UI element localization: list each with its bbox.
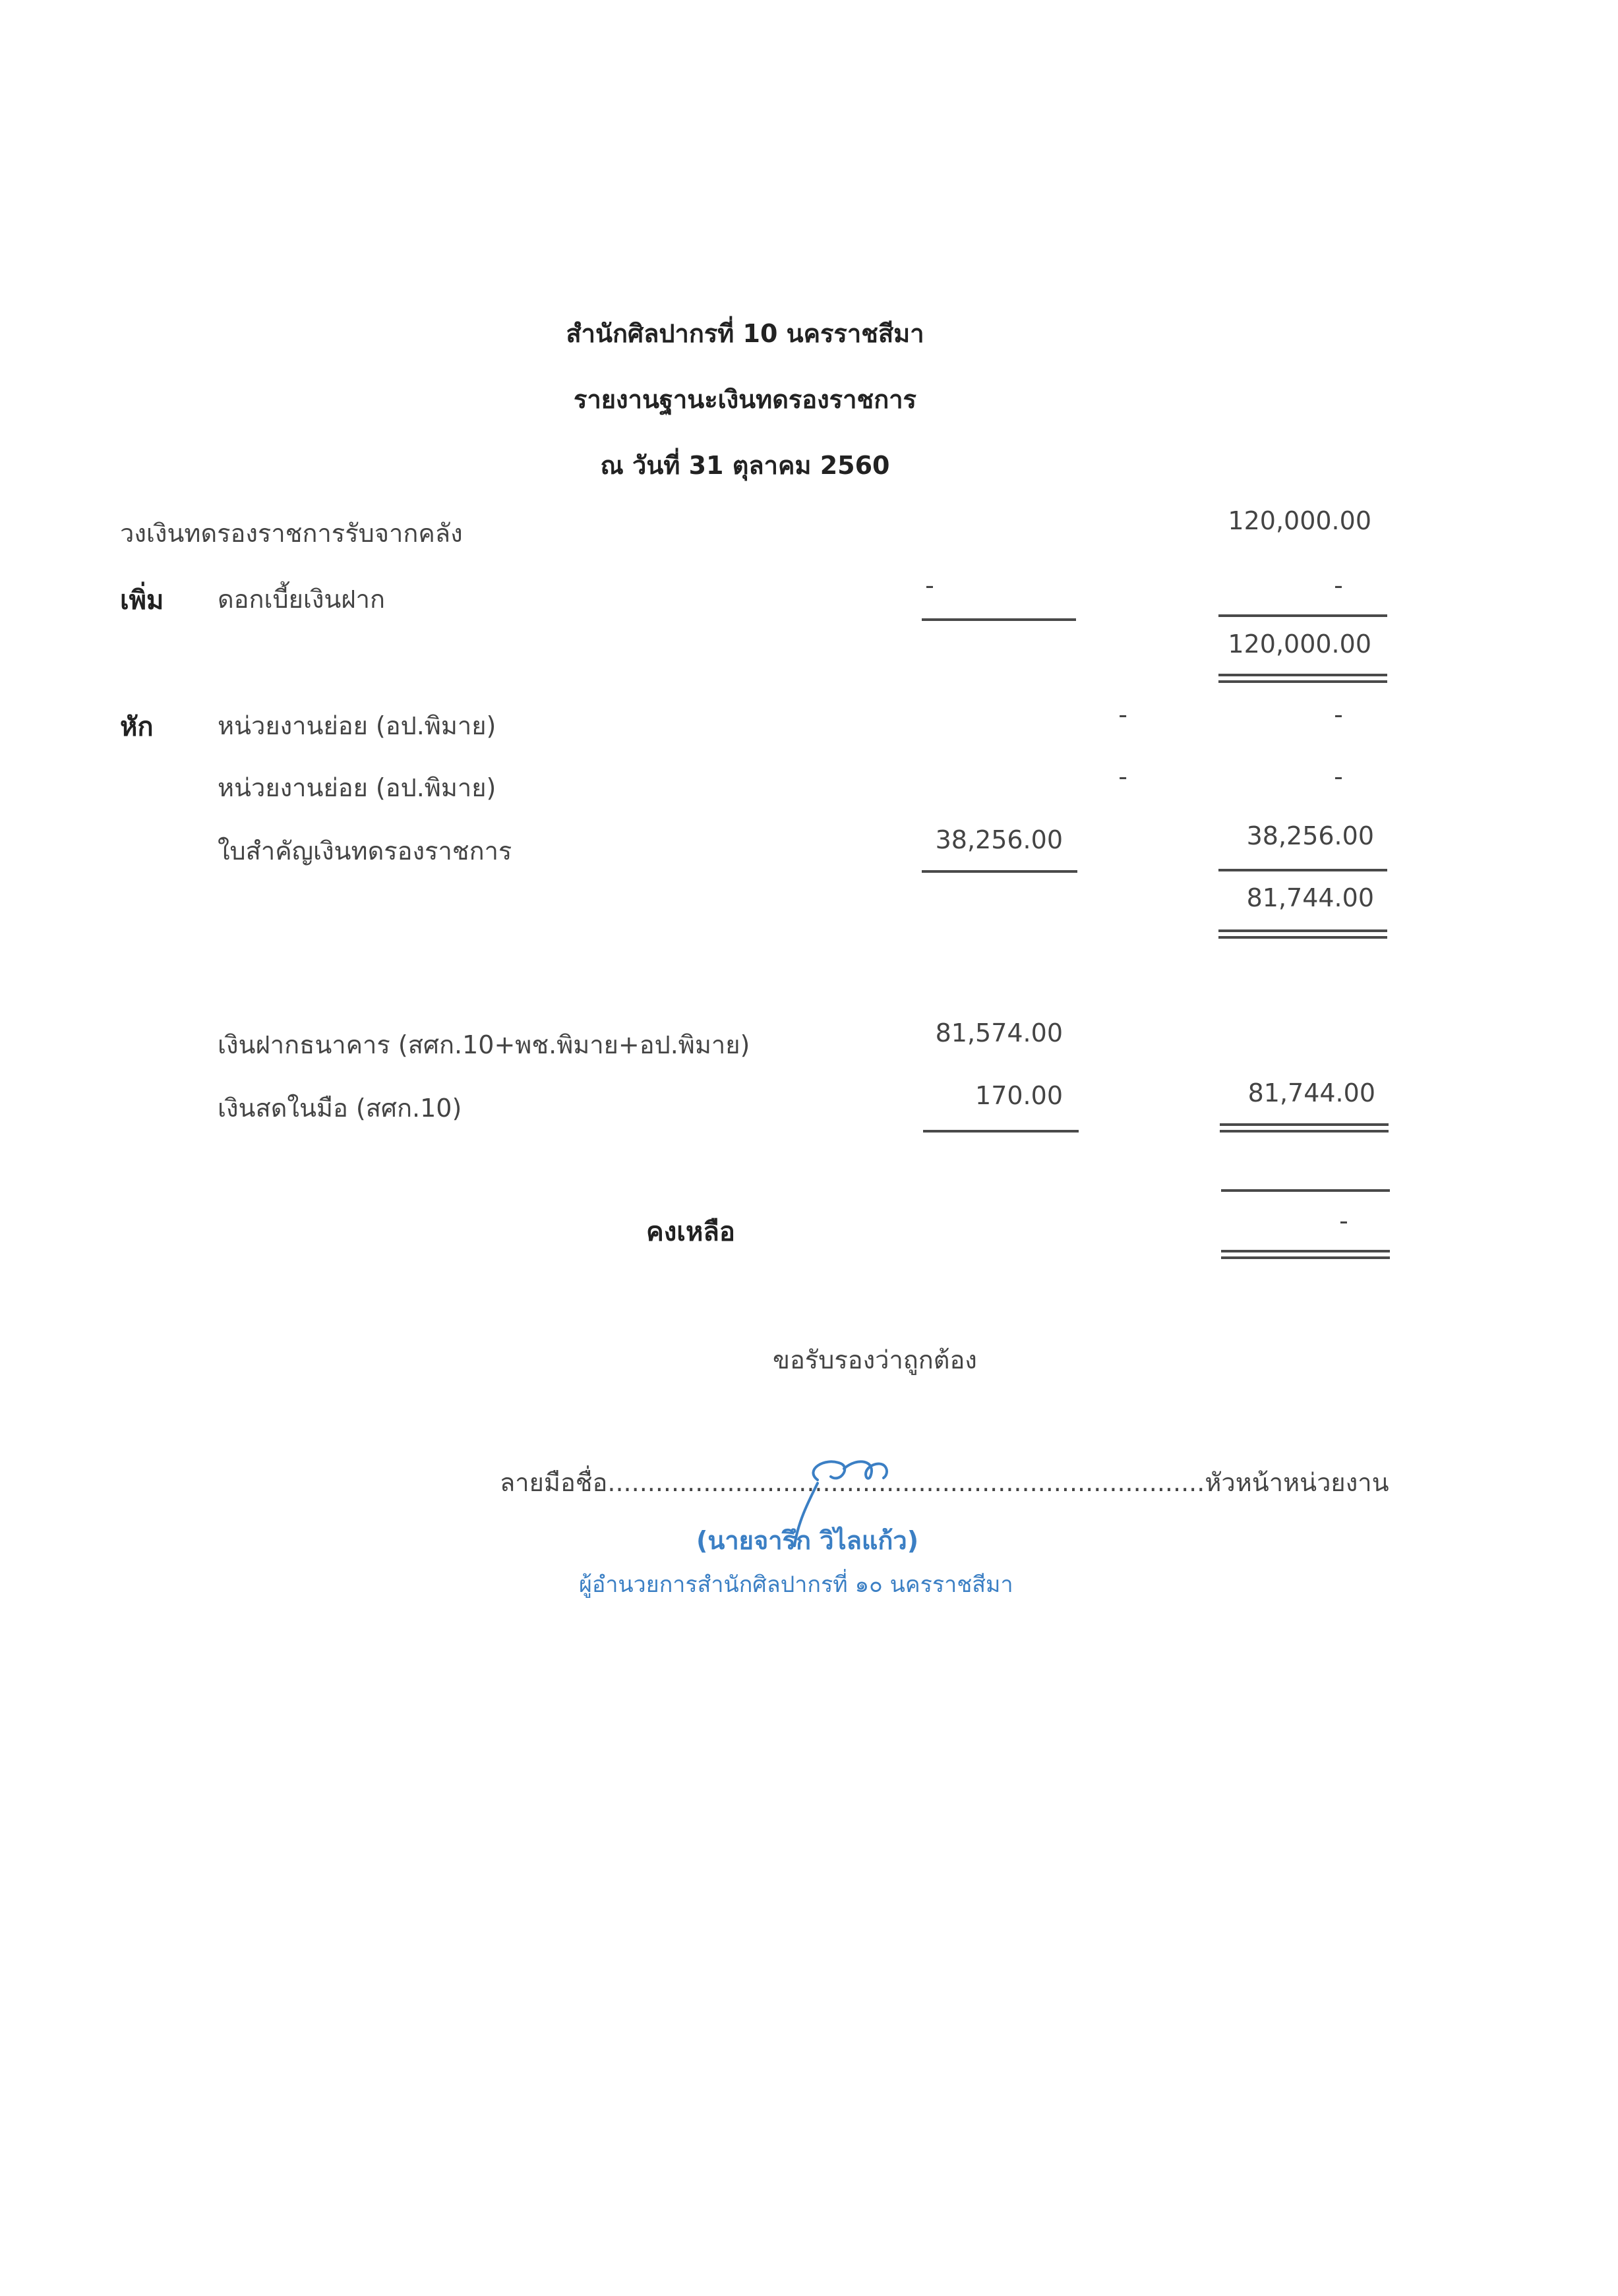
less-item-3-amount: 38,256.00 [935,825,1063,854]
cash-amount: 170.00 [975,1081,1063,1110]
cash-label: เงินสดในมือ (สศก.10) [218,1094,462,1123]
remaining-top-rule [1221,1189,1390,1192]
subtotal-1: 120,000.00 [1228,630,1371,659]
less-item-1-total: - [1334,700,1343,729]
add-total-underline [1218,614,1387,617]
remaining-double-rule [1221,1250,1390,1259]
cash-total: 81,744.00 [1247,1078,1375,1107]
less-item-2-total: - [1334,762,1343,791]
budget-total: 120,000.00 [1228,506,1371,535]
less-item-1-amount: - [1118,700,1127,729]
subtotal-2: 81,744.00 [1246,883,1374,912]
less-item-1-label: หน่วยงานย่อย (อป.พิมาย) [218,711,496,740]
certify-text: ขอรับรองว่าถูกต้อง [773,1345,977,1374]
org-title: สำนักศิลปากรที่ 10 นครราชสีมา [566,319,924,348]
signature-dots: ........................................................................... [607,1468,1205,1497]
signature-prefix: ลายมือชื่อ [500,1468,608,1497]
bank-label: เงินฝากธนาคาร (สศก.10+พช.พิมาย+อป.พิมาย) [218,1030,750,1059]
signer-name: (นายจารึก วิไลแก้ว) [696,1526,919,1555]
signature-line [500,1462,1389,1502]
less-item-3-label: ใบสำคัญเงินทดรองราชการ [218,837,512,866]
signature-suffix: หัวหน้าหน่วยงาน [1205,1468,1389,1497]
remaining-total: - [1339,1206,1348,1235]
add-amount: - [925,571,934,600]
less-prefix: หัก [120,712,154,742]
less-item-3-total: 38,256.00 [1246,821,1374,850]
add-amount-underline [922,618,1076,621]
add-prefix: เพิ่ม [120,585,164,616]
budget-label: วงเงินทดรองราชการรับจากคลัง [120,519,463,548]
less-amount-underline [922,870,1077,873]
report-title: รายงานฐานะเงินทดรองราชการ [574,385,916,414]
less-total-underline [1218,869,1387,871]
less-item-2-label: หน่วยงานย่อย (อป.พิมาย) [218,773,496,802]
report-date: ณ วันที่ 31 ตุลาคม 2560 [600,451,890,480]
add-total: - [1334,571,1343,600]
cash-amount-underline [923,1130,1079,1133]
less-item-2-amount: - [1118,762,1127,791]
signer-position: ผู้อำนวยการสำนักศิลปากรที่ ๑๐ นครราชสีมา [579,1572,1013,1598]
add-label: ดอกเบี้ยเงินฝาก [218,585,386,614]
bank-amount: 81,574.00 [935,1018,1063,1047]
remaining-label: คงเหลือ [646,1217,735,1247]
cash-total-double-rule [1220,1123,1389,1133]
subtotal-2-double-rule [1218,929,1387,939]
subtotal-1-double-rule [1218,674,1387,683]
